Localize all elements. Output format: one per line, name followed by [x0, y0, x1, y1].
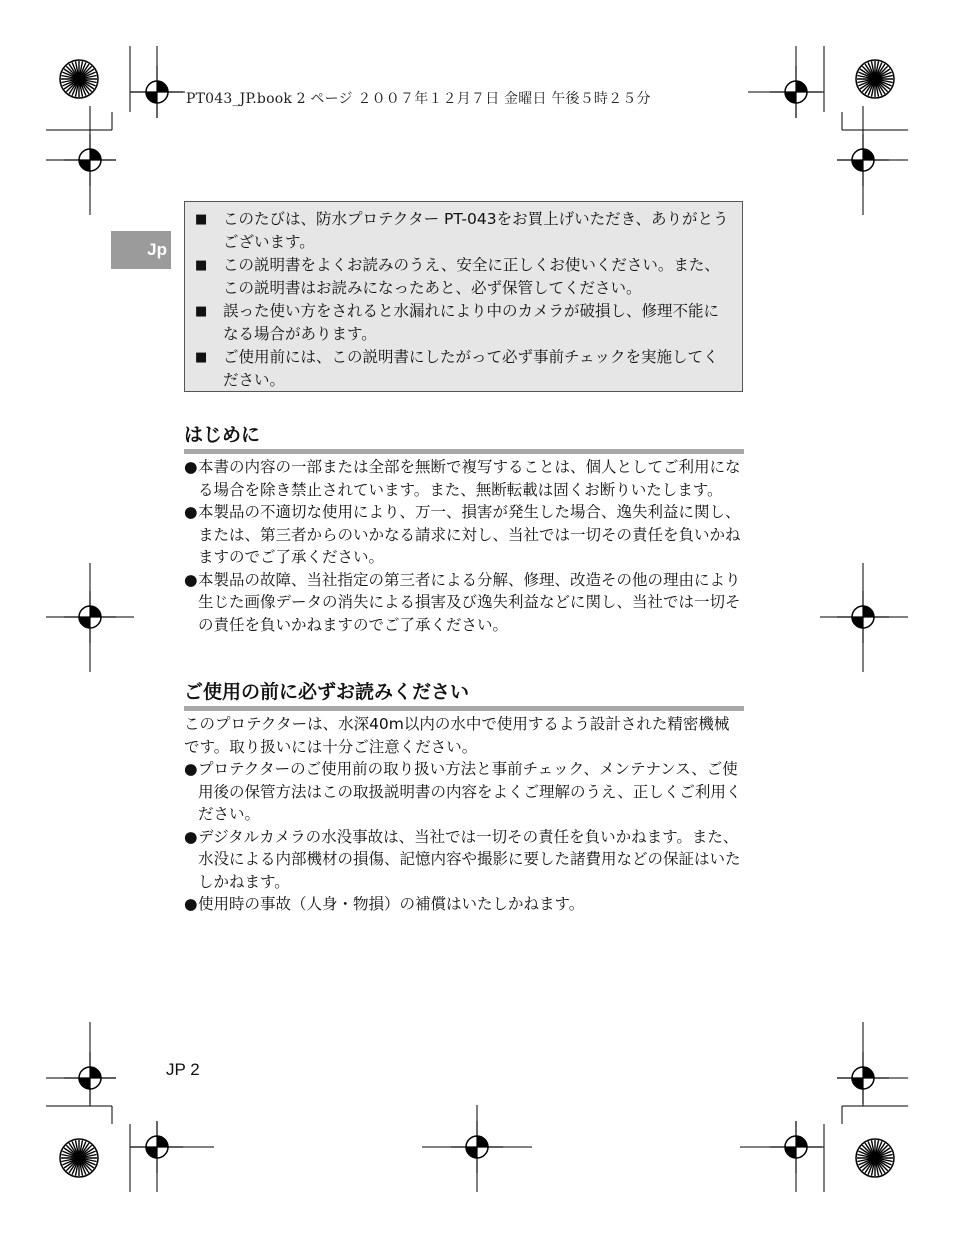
- caution-lead: このプロテクターは、水深40m以内の水中で使用するよう設計された精密機械です。取り扱いには十分ご注意ください。: [184, 715, 730, 756]
- notice-text: この説明書をよくお読みのうえ、安全に正しくお使いください。また、この説明書はお読みになったあと、必ず保管してください。: [223, 256, 720, 297]
- bullet-dot-icon: ●: [184, 895, 198, 913]
- bullet-dot-icon: ●: [184, 570, 198, 589]
- notice-text: このたびは、防水プロテクター PT-043をお買上げいただき、ありがとうございます。: [223, 210, 729, 251]
- square-bullet-icon: ■: [195, 350, 208, 365]
- intro-section: [184, 456, 744, 636]
- list-item: [184, 893, 744, 916]
- notice-item: [193, 300, 732, 346]
- list-item-text: プロテクターのご使用前の取り扱い方法と事前チェック、メンテナンス、ご使用後の保管方法はこの取扱説明書の内容をよくご理解のうえ、正しくご利用ください。: [198, 760, 742, 823]
- page-number: JP 2: [166, 1060, 200, 1079]
- list-item-text: 本製品の不適切な使用により、万一、損害が発生した場合、逸失利益に関し、または、第三者からのいかなる請求に対し、当社では一切その責任を負いかねますのでご了承ください。: [198, 503, 741, 566]
- list-item-text: 本書の内容の一部または全部を無断で複写することは、個人としてご利用になる場合を除き禁止されています。また、無断転載は固くお断りいたします。: [198, 458, 741, 499]
- notice-item: [193, 208, 732, 254]
- bullet-dot-icon: ●: [184, 827, 198, 846]
- list-item-text: 使用時の事故（人身・物損）の補償はいたしかねます。: [198, 895, 585, 913]
- list-item: [184, 826, 744, 894]
- list-item: [184, 501, 744, 569]
- square-bullet-icon: ■: [195, 212, 208, 227]
- notice-text: 誤った使い方をされると水漏れにより中のカメラが破損し、修理不能になる場合があります。: [223, 302, 720, 343]
- square-bullet-icon: ■: [195, 304, 208, 319]
- caution-heading: ご使用の前に必ずお読みください: [184, 677, 744, 711]
- bullet-dot-icon: ●: [184, 760, 198, 778]
- square-bullet-icon: ■: [195, 258, 208, 273]
- notice-item: [193, 254, 732, 300]
- bullet-dot-icon: ●: [184, 458, 198, 476]
- notice-item: [193, 346, 732, 392]
- language-tab: Jp: [111, 231, 171, 269]
- list-item: [184, 758, 744, 826]
- bullet-dot-icon: ●: [184, 503, 198, 521]
- notice-box: [184, 201, 743, 392]
- list-item: [184, 569, 744, 637]
- list-item: [184, 456, 744, 501]
- notice-text: ご使用前には、この説明書にしたがって必ず事前チェックを実施してください。: [223, 348, 719, 389]
- list-item-text: 本製品の故障、当社指定の第三者による分解、修理、改造その他の理由により生じた画像データの消失による損害及び逸失利益などに関し、当社では一切その責任を負いかねますのでご了承ください。: [198, 570, 741, 634]
- print-info-header: PT043_JP.book 2 ページ ２００７年１２月７日 金曜日 午後５時２５分: [186, 91, 651, 107]
- caution-section: [184, 713, 744, 916]
- intro-heading: はじめに: [184, 420, 744, 454]
- list-item-text: デジタルカメラの水没事故は、当社では一切その責任を負いかねます。また、水没による内部機材の損傷、記憶内容や撮影に要した諸費用などの保証はいたしかねます。: [198, 827, 741, 891]
